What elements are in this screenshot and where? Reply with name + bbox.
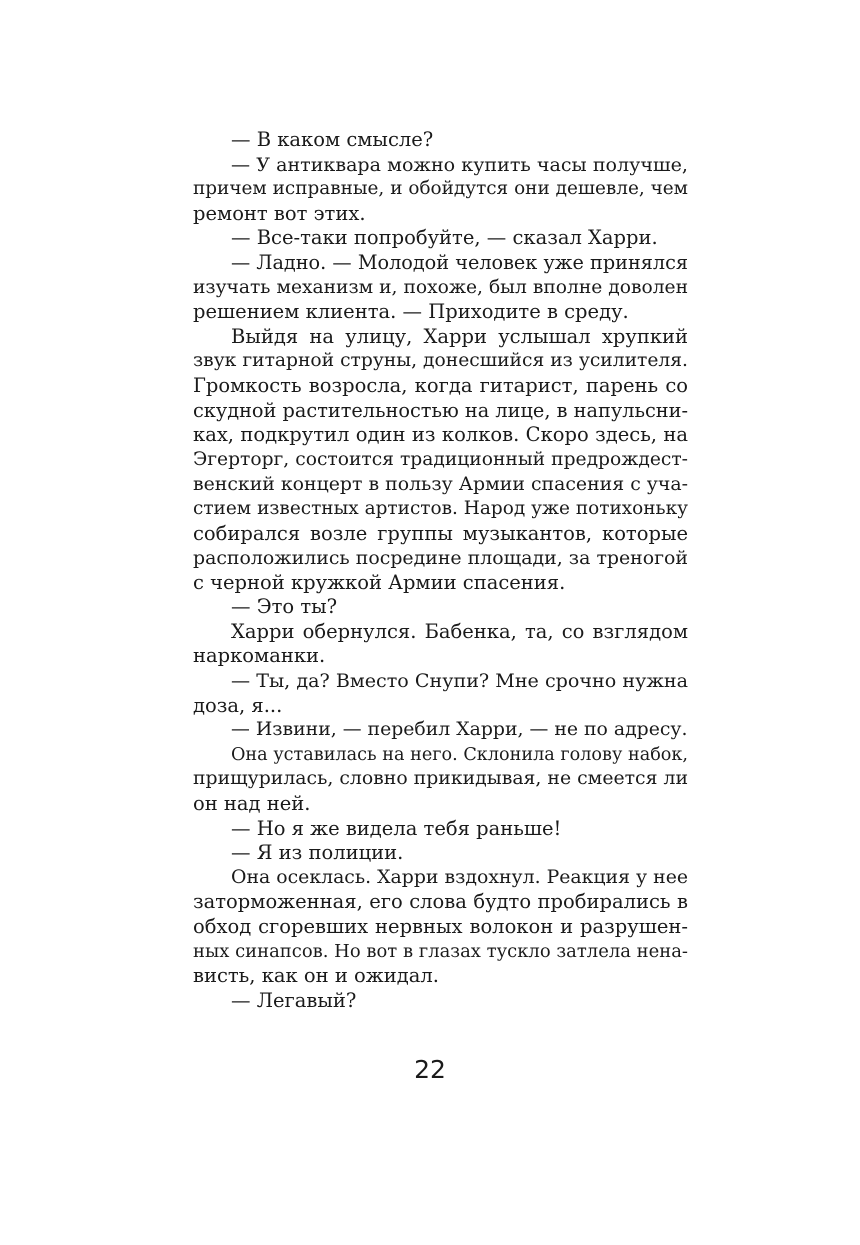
text-line: — Все-таки попробуйте, — сказал Харри. — [231, 226, 658, 250]
text-line: прищурилась, словно прикидывая, не смеется ли — [193, 768, 688, 790]
text-line: Харри обернулся. Бабенка, та, со взглядом — [231, 619, 688, 643]
text-line: Она осеклась. Харри вздохнул. Реакция у нее — [231, 866, 688, 888]
text-line: Она уставилась на него. Склонила голову набок, — [231, 744, 688, 765]
text-line: ремонт вот этих. — [193, 201, 366, 225]
text-line: — Но я же видела тебя раньше! — [231, 816, 562, 840]
text-line: — Я из полиции. — [231, 841, 404, 865]
text-line: он над ней. — [193, 792, 311, 816]
text-line: стием известных артистов. Народ уже потихоньку — [193, 497, 688, 519]
text-line: — Ладно. — Молодой человек уже принялся — [231, 250, 688, 274]
text-line: Выйдя на улицу, Харри услышал хрупкий — [231, 324, 688, 348]
text-line: скудной растительностью на лице, в напульсни- — [193, 398, 688, 422]
text-line: — В каком смысле? — [231, 128, 434, 151]
text-line: обход сгоревших нервных волокон и разрушен- — [193, 915, 688, 938]
text-line: собирался возле группы музыкантов, которые — [193, 521, 688, 545]
body-text — [193, 128, 688, 1013]
text-line: венский концерт в пользу Армии спасения с уча- — [193, 473, 688, 496]
text-line: доза, я... — [193, 693, 283, 717]
text-line: ных синапсов. Но вот в глазах тускло затлела нена- — [193, 940, 688, 962]
text-line: расположились посредине площади, за треногой — [193, 547, 688, 570]
text-line: причем исправные, и обойдутся они дешевле, чем — [193, 178, 688, 200]
text-line: изучать механизм и, похоже, был вполне доволен — [193, 276, 688, 298]
text-line: — Ты, да? Вместо Снупи? Мне срочно нужна — [231, 669, 688, 693]
text-line: наркоманки. — [193, 644, 326, 668]
text-line: с черной кружкой Армии спасения. — [193, 570, 566, 594]
text-line: Громкость возросла, когда гитарист, парень со — [193, 373, 688, 397]
text-line: ках, подкрутил один из колков. Скоро здесь, на — [193, 423, 688, 447]
text-line: — Извини, — перебил Харри, — не по адресу. — [231, 719, 688, 741]
text-line: — Это ты? — [231, 595, 338, 619]
text-line: звук гитарной струны, донесшийся из усилителя. — [193, 350, 688, 372]
text-line: решением клиента. — Приходите в среду. — [193, 300, 629, 324]
text-line: заторможенная, его слова будто пробирались в — [193, 890, 688, 914]
text-line: висть, как он и ожидал. — [193, 964, 439, 988]
page-number: 22 — [414, 1055, 446, 1084]
text-line: — Легавый? — [231, 988, 357, 1012]
text-line: Эгерторг, состоится традиционный предрождест- — [193, 448, 688, 470]
text-line: — У антиквара можно купить часы получше, — [231, 153, 688, 176]
